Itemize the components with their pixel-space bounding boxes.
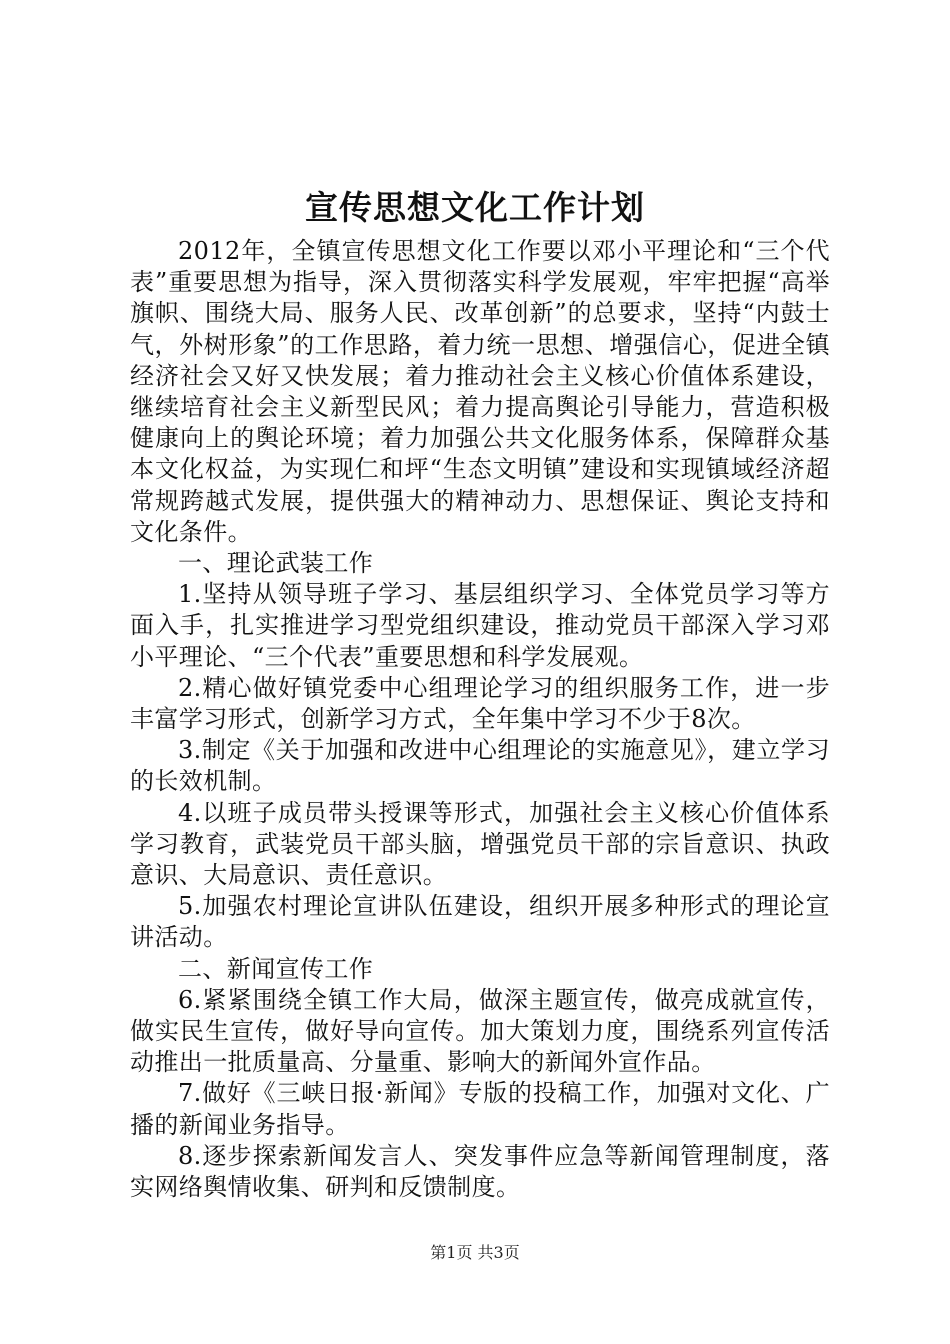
list-item: 1.坚持从领导班子学习、基层组织学习、全体党员学习等方面入手，扎实推进学习型党组织建设，推动党员干部深入学习邓小平理论、“三个代表”重要思想和科学发展观。 (130, 580, 830, 671)
list-item: 7.做好《三峡日报·新闻》专版的投稿工作，加强对文化、广播的新闻业务指导。 (130, 1079, 830, 1139)
page-footer: 第1页 共3页 (430, 1243, 520, 1262)
list-item: 8.逐步探索新闻发言人、突发事件应急等新闻管理制度，落实网络舆情收集、研判和反馈制度。 (130, 1141, 830, 1202)
list-item: 6.紧紧围绕全镇工作大局，做深主题宣传，做亮成就宣传，做实民生宣传，做好导向宣传。加大策划力度，围绕系列宣传活动推出一批质量高、分量重、影响大的新闻外宣作品。 (130, 985, 830, 1077)
list-item: 2.精心做好镇党委中心组理论学习的组织服务工作，进一步丰富学习形式，创新学习方式，全年集中学习不少于8次。 (130, 673, 830, 734)
intro-paragraph: 2012年，全镇宣传思想文化工作要以邓小平理论和“三个代表”重要思想为指导，深入贯彻落实科学发展观，牢牢把握“高举旗帜、围绕大局、服务人民、改革创新”的总要求，坚持“内鼓士气，外树形象”的工作思路，着力统一思想、增强信心，促进全镇经济社会又好又快发展；着力推动社会主义核心价值体系建设，继续培育社会主义新型民风；着力提高舆论引导能力，营造积极健康向上的舆论环境；着力加强公共文化服务体系，保障群众基本文化权益，为实现仁和坪“生态文明镇”建设和实现镇域经济超常规跨越式发展，提供强大的精神动力、思想保证、舆论支持和文化条件。 (130, 237, 830, 546)
document-body (130, 236, 830, 1203)
list-item: 4.以班子成员带头授课等形式，加强社会主义核心价值体系学习教育，武装党员干部头脑，增强党员干部的宗旨意识、执政意识、大局意识、责任意识。 (130, 798, 830, 890)
document-title: 宣传思想文化工作计划 (305, 188, 645, 227)
section-heading-theory: 一、理论武装工作 (178, 549, 374, 578)
list-item: 5.加强农村理论宣讲队伍建设，组织开展多种形式的理论宣讲活动。 (130, 892, 830, 952)
section-heading-news: 二、新闻宣传工作 (178, 954, 374, 983)
list-item: 3.制定《关于加强和改进中心组理论的实施意见》，建立学习的长效机制。 (130, 736, 830, 796)
